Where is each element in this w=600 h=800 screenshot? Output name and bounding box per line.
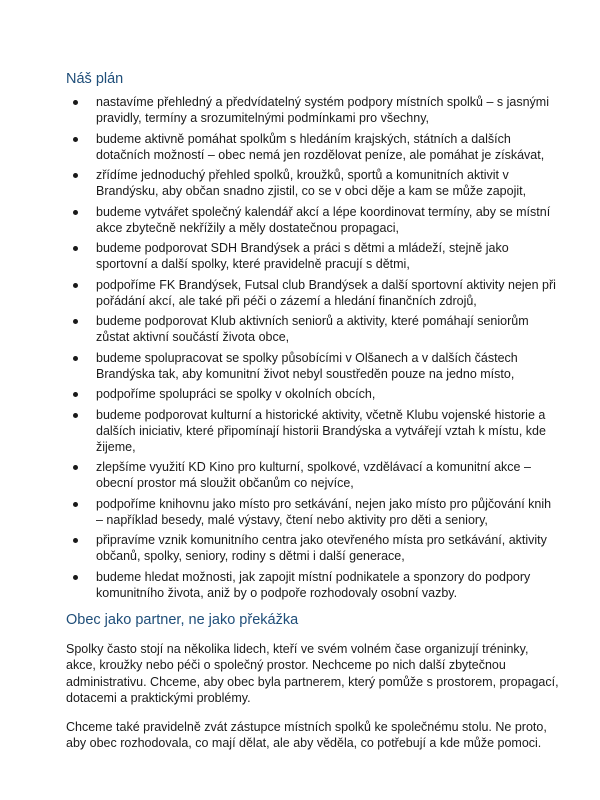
bullet-icon	[73, 465, 78, 470]
list-item: budeme hledat možnosti, jak zapojit místní podnikatele a sponzory do podpory komunitního života, aniž by o podpoře rozhodovaly osobní vazby.	[66, 569, 560, 601]
list-item: nastavíme přehledný a předvídatelný systém podpory místních spolků – s jasnými pravidly, termíny a srozumitelnými podmínkami pro všechny,	[66, 94, 560, 126]
bullet-icon	[73, 173, 78, 178]
bullet-icon	[73, 575, 78, 580]
list-item: budeme podporovat SDH Brandýsek a práci s dětmi a mládeží, stejně jako sportovní a další spolky, které pravidelně pracují s dětmi,	[66, 240, 560, 272]
bullet-icon	[73, 502, 78, 507]
paragraph: Spolky často stojí na několika lidech, kteří ve svém volném čase organizují tréninky, akce, kroužky nebo péči o společný prostor. Nechceme po nich další zbytečnou administrativu. Chceme, aby obec byla partnerem, který pomůže s prostorem, propagací, dotacemi a praktickými problémy.	[66, 641, 559, 705]
bullet-icon	[73, 538, 78, 543]
section-heading-plan: Náš plán	[66, 71, 124, 87]
bullet-icon	[73, 210, 78, 215]
list-item: zlepšíme využití KD Kino pro kulturní, spolkové, vzdělávací a komunitní akce – obecní prostor má sloužit občanům co nejvíce,	[66, 459, 560, 491]
list-item: připravíme vznik komunitního centra jako otevřeného místa pro setkávání, aktivity občanů, spolky, seniory, rodiny s dětmi i další generace,	[66, 532, 560, 564]
list-item: podpoříme knihovnu jako místo pro setkávání, nejen jako místo pro půjčování knih – například besedy, malé výstavy, čtení nebo aktivity pro děti a seniory,	[66, 496, 560, 528]
list-item: budeme podporovat kulturní a historické aktivity, včetně Klubu vojenské historie a dalších iniciativ, které připomínají historii Brandýska a vytvářejí vztah k místu, kde žijeme,	[66, 407, 560, 455]
bullet-icon	[73, 319, 78, 324]
list-item: budeme spolupracovat se spolky působícími v Olšanech a v dalších částech Brandýska tak, aby komunitní život nebyl soustředěn pouze na jedno místo,	[66, 350, 560, 382]
list-item: budeme vytvářet společný kalendář akcí a lépe koordinovat termíny, aby se místní akce zbytečně nekřížily a měly dostatečnou propagaci,	[66, 204, 560, 236]
bullet-icon	[73, 356, 78, 361]
section-heading-partner: Obec jako partner, ne jako překážka	[66, 611, 299, 628]
bullet-icon	[73, 413, 78, 418]
paragraph: Chceme také pravidelně zvát zástupce místních spolků ke společnému stolu. Ne proto, aby obec rozhodovala, co mají dělat, ale aby věděla, co potřebují a kde může pomoci.	[66, 719, 547, 750]
list-item: podpoříme spolupráci se spolky v okolních obcích,	[66, 386, 560, 402]
plan-list	[66, 94, 560, 601]
list-item: podpoříme FK Brandýsek, Futsal club Brandýsek a další sportovní aktivity nejen při pořádání akcí, ale také při péči o zázemí a hledání finančních zdrojů,	[66, 277, 560, 309]
list-item: budeme podporovat Klub aktivních seniorů a aktivity, které pomáhají seniorům zůstat aktivní součástí života obce,	[66, 313, 560, 345]
list-item: zřídíme jednoduchý přehled spolků, kroužků, sportů a komunitních aktivit v Brandýsku, aby občan snadno zjistil, co se v obci děje a kam se může zapojit,	[66, 167, 560, 199]
list-item: budeme aktivně pomáhat spolkům s hledáním krajských, státních a dalších dotačních možností – obec nemá jen rozdělovat peníze, ale pomáhat je získávat,	[66, 131, 560, 163]
bullet-icon	[73, 246, 78, 251]
bullet-icon	[73, 100, 78, 105]
bullet-icon	[73, 392, 78, 397]
bullet-icon	[73, 283, 78, 288]
bullet-icon	[73, 137, 78, 142]
